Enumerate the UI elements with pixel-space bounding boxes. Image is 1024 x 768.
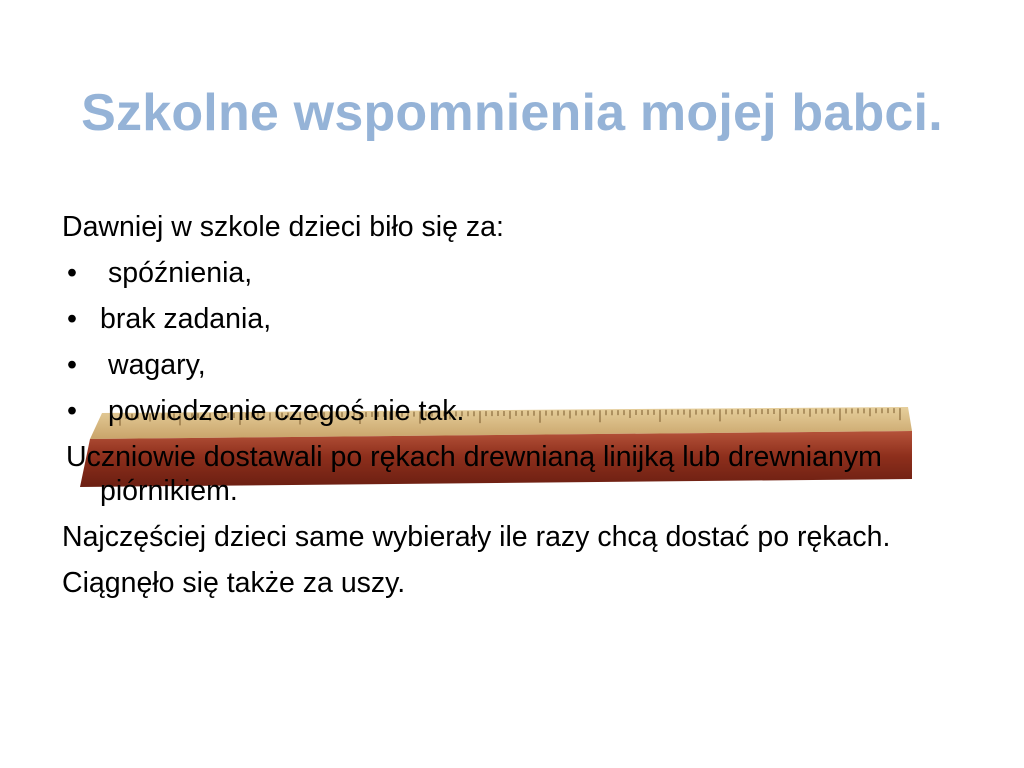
list-item <box>62 348 982 382</box>
paragraph-punishment: Uczniowie dostawali po rękach drewnianą linijką lub drewnianym piórnikiem. <box>66 441 882 507</box>
list-item-text: wagary, <box>108 349 206 381</box>
list-item-text: brak zadania, <box>100 303 272 335</box>
list-item-text: spóźnienia, <box>108 257 253 289</box>
list-item <box>62 302 982 336</box>
slide-body <box>62 210 982 612</box>
bullet-icon: • <box>67 303 77 335</box>
paragraph-ears: Ciągnęło się także za uszy. <box>62 567 406 599</box>
paragraph-choice: Najczęściej dzieci same wybierały ile razy chcą dostać po rękach. <box>62 521 891 553</box>
slide-title: Szkolne wspomnienia mojej babci. <box>81 84 943 142</box>
intro-text: Dawniej w szkole dzieci biło się za: <box>62 211 504 243</box>
bullet-icon: • <box>67 349 77 381</box>
list-item <box>62 394 982 428</box>
bullet-icon: • <box>67 257 77 289</box>
list-item-text: powiedzenie czegoś nie tak. <box>108 395 465 427</box>
list-item <box>62 256 982 290</box>
bullet-icon: • <box>67 395 77 427</box>
